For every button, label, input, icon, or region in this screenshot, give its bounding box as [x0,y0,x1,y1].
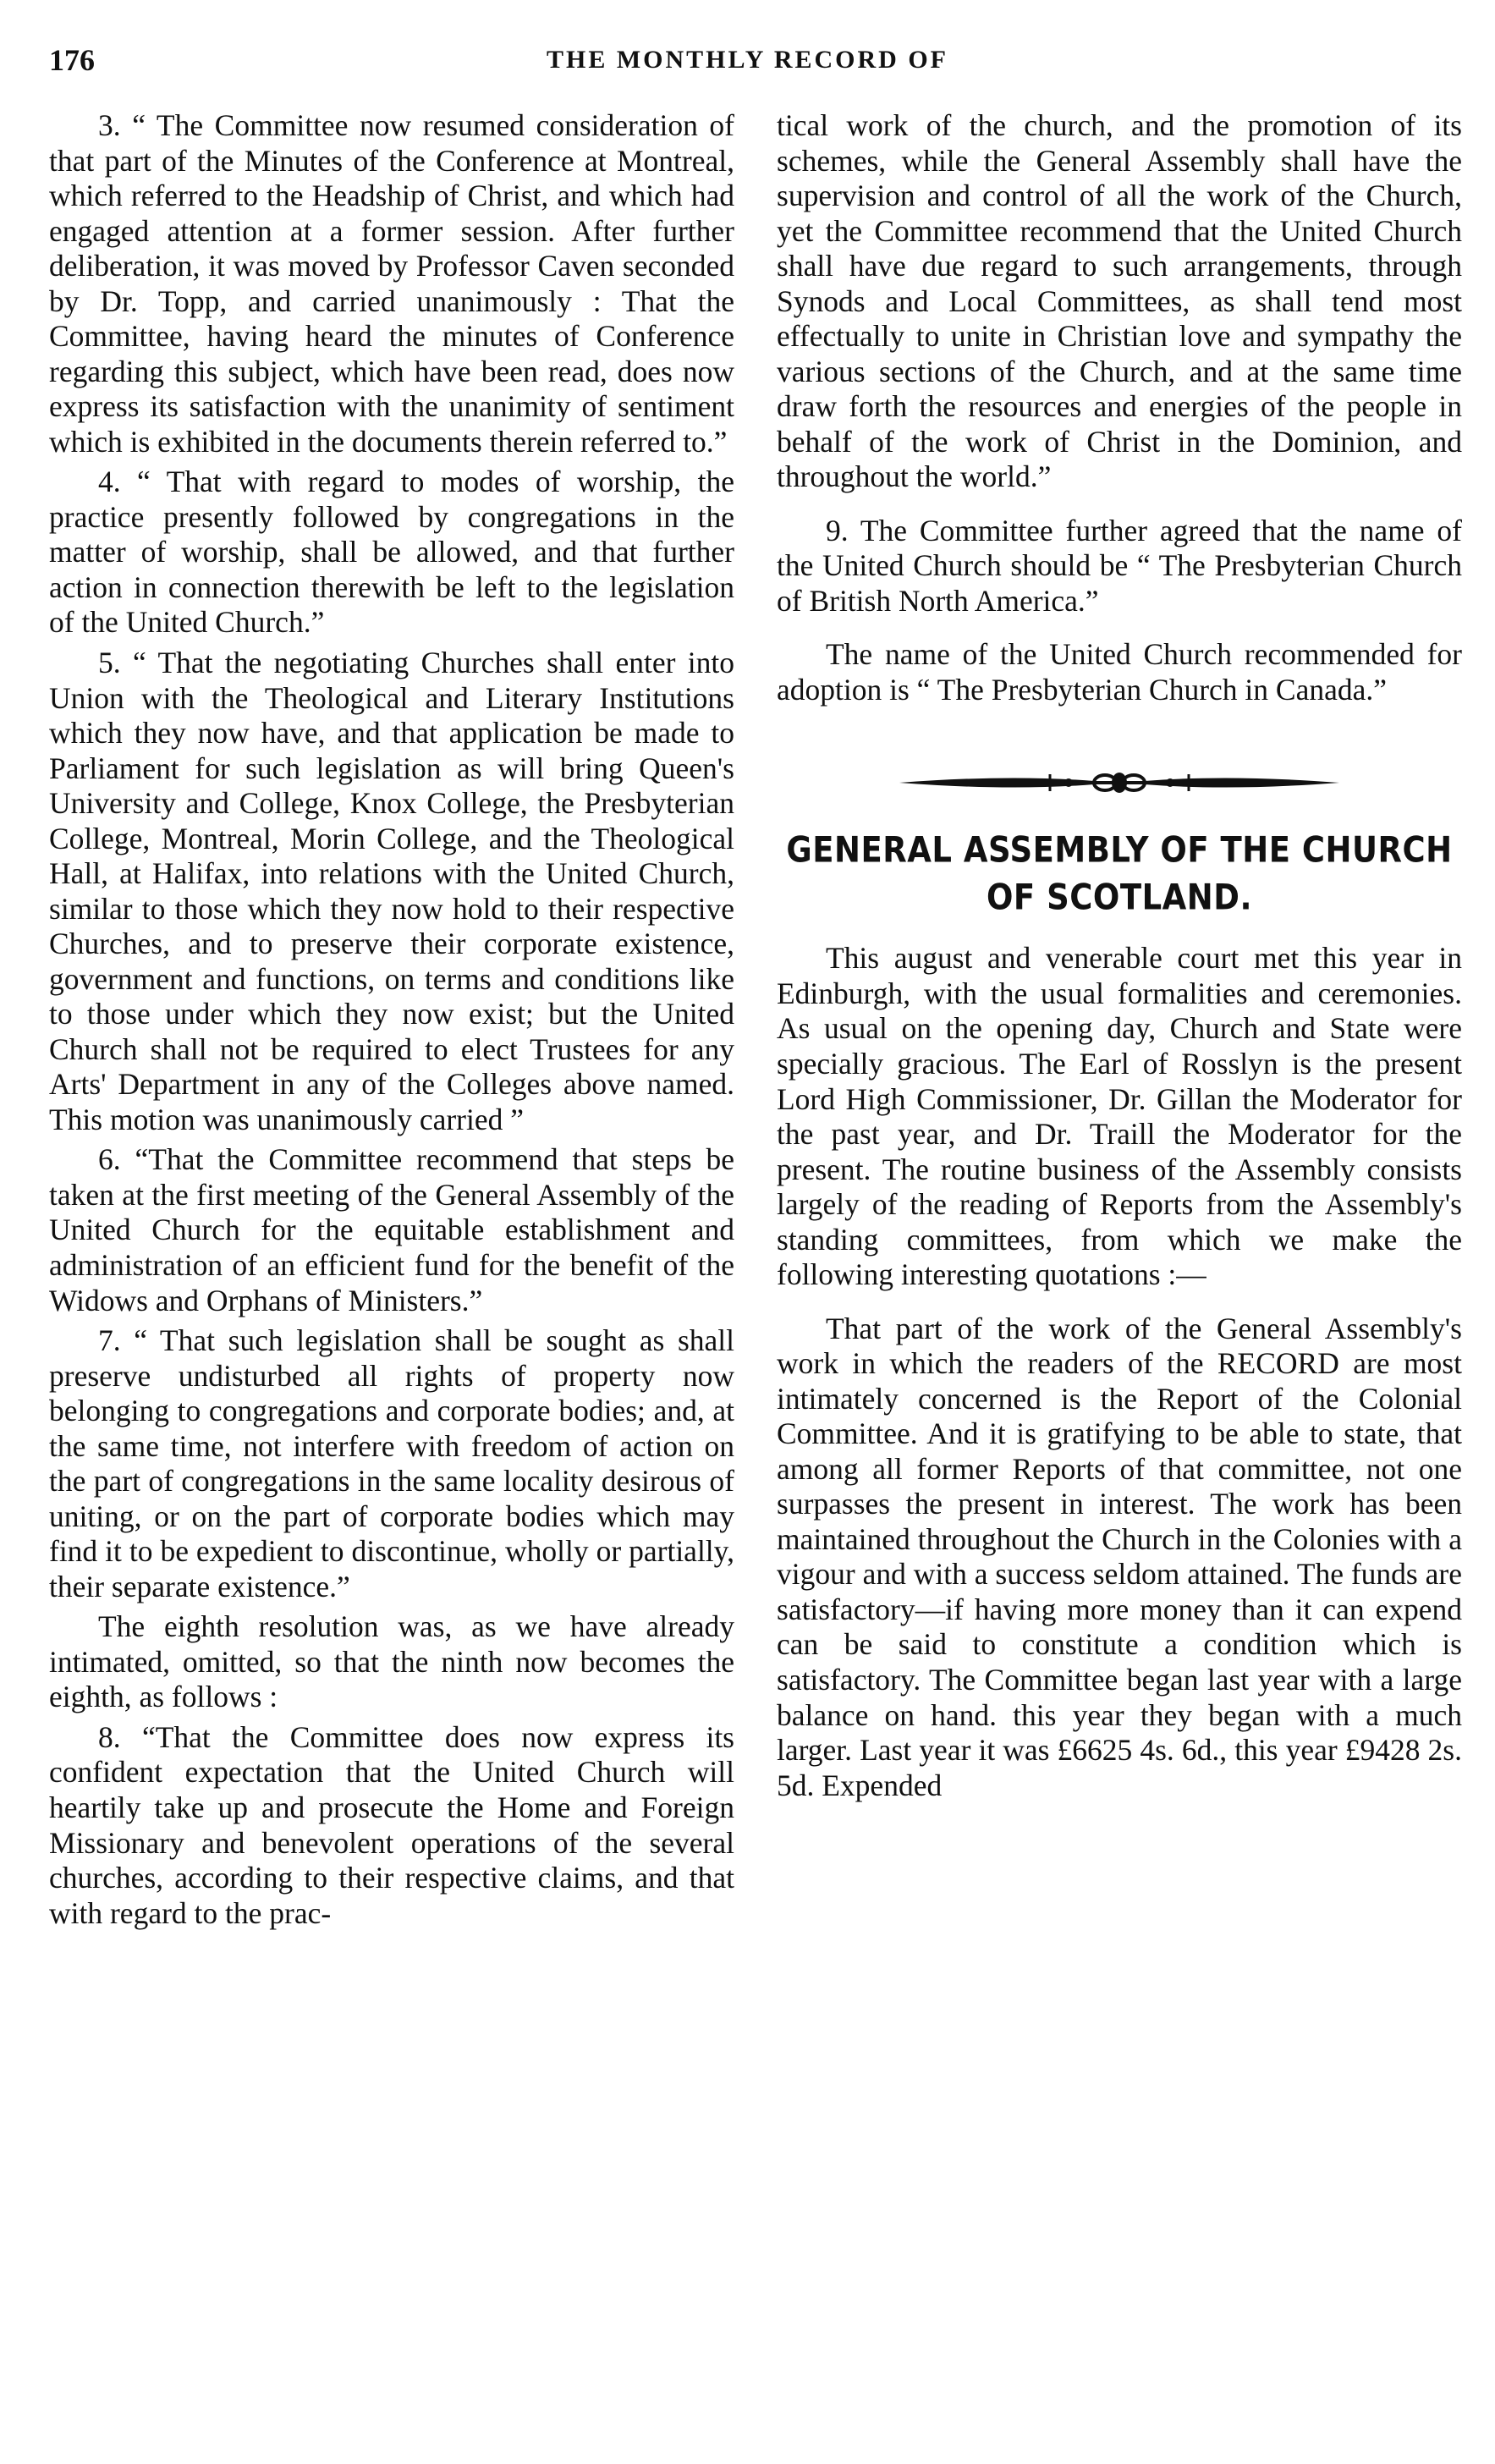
colonial-committee-report: That part of the work of the General Assembly's work in which the readers of the RECORD are most intimately concerned is the Report of the Colonial Committee. And it is gratifying to be able to state, that among all former Reports of that committee, not one surpasses the present in interest. The work has been maintained throughout the Church in the Colonies with a vigour and with a success seldom attained. The funds are satisfactory—if having more money than it can expend can be said to constitute a condition which is satisfactory. The Committee began last year with a large balance on hand. this year they began with a much larger. Last year it was £6625 4s. 6d., this year £9428 2s. 5d. Expended [777,1311,1462,1802]
running-head [49,42,1446,80]
running-title: THE MONTHLY RECORD OF [547,46,948,74]
resolution-7: 7. “ That such legislation shall be sought as shall preserve undisturbed all rights of property now belonging to congregations and corporate bodies; and, at the same time, not interfere with freedom of action on the part of congregations in the same locality desirous of uniting, or on the part of corporate bodies which may find it to be expedient to discontinue, wholly or partially, their separate existence.” [49,1323,734,1603]
resolution-6: 6. “That the Committee recommend that steps be taken at the first meeting of the General Assembly of the United Church for the equitable establishment and administration of an efficient fund for the benefit of the Widows and Orphans of Ministers.” [49,1142,734,1317]
resolution-8-continued: tical work of the church, and the promotion of its schemes, while the General Assembly shall have the supervision and control of all the work of the Church, yet the Committee recommend that the United Church shall have due regard to such arrangements, through Synods and Local Committees, as shall tend most effectually to unite in Christian love and sympathy the various sections of the Church, and at the same time draw forth the resources and energies of the people in behalf of the work of Christ in the Dominion, and throughout the world.” [777,108,1462,494]
resolution-9: 9. The Committee further agreed that the name of the United Church should be “ The Presbyterian Church of British North America.” [777,513,1462,618]
right-column [777,108,1462,1808]
united-church-name: The name of the United Church recommended for adoption is “ The Presbyterian Church in Canada.” [777,637,1462,707]
resolution-4: 4. “ That with regard to modes of worship, the practice presently followed by congregations in the matter of worship, shall be allowed, and that further action in connection therewith be left to the legislation of the United Church.” [49,465,734,640]
left-column [49,108,734,1936]
resolution-5: 5. “ That the negotiating Churches shall enter into Union with the Theological and Literary Institutions which they now have, and that application be made to Parliament for such legislation as will bring Queen's University and College, Knox College, the Presbyterian College, Montreal, Morin College, and the Theological Hall, at Halifax, into relations with the United Church, similar to those which they now hold to their respective Churches, and to preserve their corporate existence, government and functions, on terms and conditions like to those under which they now exist; but the United Church shall not be required to elect Trustees for any Arts' Department in any of the Colleges above named. This motion was unanimously carried ” [49,645,734,1136]
ornament-divider [899,767,1339,798]
page-number: 176 [49,43,95,77]
eighth-resolution-note: The eighth resolution was, as we have already intimated, omitted, so that the ninth now becomes the eighth, as follows : [49,1609,734,1714]
resolution-8-start: 8. “That the Committee does now express its confident expectation that the United Church will heartily take up and prosecute the Home and Foreign Missionary and benevolent operations of the several churches, according to their respective claims, and that with regard to the prac- [49,1719,734,1930]
assembly-intro: This august and venerable court met this year in Edinburgh, with the usual formalities and ceremonies. As usual on the opening day, Church and State were specially gracious. The Earl of Rosslyn is the present Lord High Commissioner, Dr. Gillan the Moderator for the past year, and Dr. Traill the Moderator for the present. The routine business of the Assembly consists largely of the reading of Reports from the Assembly's standing committees, from which we make the following interesting quotations :— [777,941,1462,1292]
section-heading: GENERAL ASSEMBLY OF THE CHURCH OF SCOTLAND. [786,828,1453,917]
resolution-3: 3. “ The Committee now resumed consideration of that part of the Minutes of the Conference at Montreal, which referred to the Headship of Christ, and which had engaged attention at a former session. After further deliberation, it was moved by Professor Caven seconded by Dr. Topp, and carried unanimously : That the Committee, having heard the minutes of Conference regarding this subject, which have been read, does now express its satisfaction with the unanimity of sentiment which is exhibited in the documents therein referred to.” [49,108,734,459]
